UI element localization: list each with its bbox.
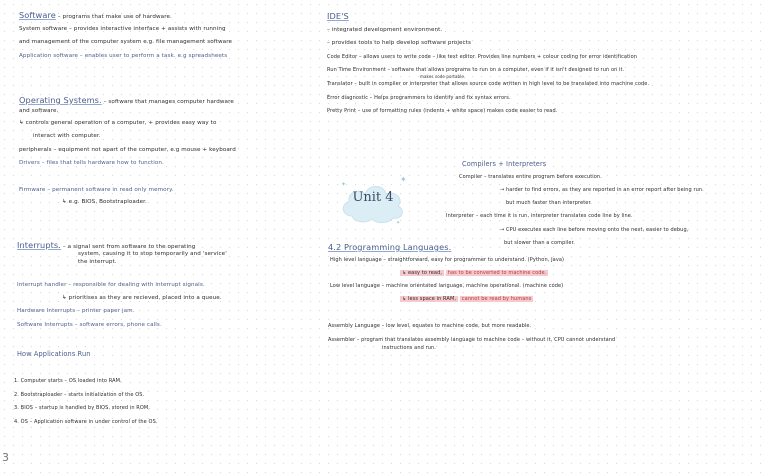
- high-level-note: High level language – straightforward, easy for programmer to understand. (Python, Java): [330, 257, 565, 263]
- application-software-note: Application software – enables user to perform a task. e.g spreadsheets: [19, 53, 228, 59]
- os-definition-cont: and software.: [19, 108, 59, 114]
- interrupt-handler-note-cont: ↳ prioritises as they are recieved, placed into a queue.: [62, 295, 222, 301]
- how-apps-title: How Applications Run: [17, 350, 91, 358]
- interrupt-handler-note: Interrupt handler – responsible for dealing with interrupt signals.: [17, 282, 205, 288]
- drivers-note: Drivers – files that tells hardware how to function.: [19, 160, 164, 166]
- ide-heading-line: [327, 11, 349, 22]
- high-level-con: has to be converted to machine code.: [447, 270, 547, 276]
- svg-text:✦: ✦: [396, 220, 401, 226]
- firmware-example: ↳ e.g. BIOS, Bootstraploader.: [62, 199, 147, 205]
- assembler-note: Assembler – program that translates assembly language to machine code – without it, CPU cannot understand: [328, 337, 616, 343]
- low-level-pro: ↳ less space in RAM,: [402, 296, 457, 302]
- compiler-note-end: but much faster than interpreter.: [506, 200, 592, 206]
- interrupts-definition-end: the interrupt.: [78, 259, 117, 265]
- system-software-note-cont: and management of the computer system e.g. file management software: [19, 39, 233, 45]
- interrupts-title: Interrupts.: [17, 240, 62, 250]
- svg-text:✦: ✦: [400, 175, 407, 184]
- low-level-con: cannot be read by humans: [461, 296, 532, 302]
- runtime-small-note: makes code portable.: [420, 74, 466, 79]
- os-controls-note-cont: interact with computer.: [33, 133, 101, 139]
- prog-lang-heading-line: [328, 242, 451, 253]
- os-controls-note: ↳ controls general operation of a computer, + provides easy way to: [19, 120, 217, 126]
- ide-title: IDE'S: [327, 11, 349, 21]
- step-item: 1. Computer starts – OS loaded into RAM.: [14, 378, 122, 384]
- ide-definition-cont: – provides tools to help develop software projects: [327, 40, 471, 46]
- compilers-title: Compilers + Interpreters: [462, 160, 547, 168]
- interpreter-note-end: but slower than a compiler.: [504, 240, 575, 246]
- software-heading-line: [19, 10, 172, 21]
- code-editor-note: Code Editor – allows users to write code – like text editor. Provides line numbers + colour coding for error identification: [327, 54, 638, 60]
- os-definition: – software that manages computer hardware: [103, 99, 234, 105]
- software-interrupts-note: Software Interrupts – software errors, phone calls.: [17, 322, 162, 328]
- compiler-note-cont: → harder to find errors, as they are reported in an error report after being run.: [500, 187, 704, 193]
- firmware-note: Firmware – permanent software in read only memory.: [19, 187, 174, 193]
- pretty-print-note: Pretty Print – use of formatting rules (indents + white space) makes code easier to read.: [327, 108, 558, 114]
- translator-note: Translator – built in compiler or interpreter that allows source code written in high level to be translated into machine code.: [327, 81, 650, 87]
- prog-lang-title: 4.2 Programming Languages.: [328, 242, 452, 252]
- os-heading-line: [19, 95, 234, 106]
- assembly-note: Assembly Language – low level, equates to machine code, but more readable.: [328, 323, 532, 329]
- step-item: 4. OS – Application software in under control of the OS.: [14, 419, 158, 425]
- error-diagnostic-note: Error diagnostic – Helps programmers to identify and fix syntax errors.: [327, 95, 511, 101]
- peripherals-note: peripherals – equipment not apart of the computer, e.g mouse + keyboard: [19, 147, 236, 153]
- interrupts-definition-cont: system, causing it to stop temporarily and 'service': [78, 251, 227, 257]
- interrupts-definition: – a signal sent from software to the operating: [62, 244, 196, 250]
- low-level-note: Low level language – machine orientated language, machine operational. (machine code): [330, 283, 564, 289]
- interpreter-note: Interpreter – each time it is run, interpreter translates code line by line.: [446, 213, 633, 219]
- low-level-note-cont: [400, 296, 533, 303]
- how-apps-heading-line: [17, 350, 91, 359]
- page-number: 3: [2, 451, 9, 464]
- compilers-heading-line: [462, 160, 546, 169]
- hardware-interrupts-note: Hardware Interrupts – printer paper jam.: [17, 308, 135, 314]
- software-title: Software: [19, 10, 56, 20]
- compiler-note: Compiler – translates entire program before execution.: [459, 174, 602, 180]
- os-title: Operating Systems.: [19, 95, 102, 105]
- runtime-note: Run Time Environment – software that allows programs to run on a computer, even if it isn't designed to run on it.: [327, 67, 625, 73]
- interpreter-note-cont: → CPU executes each line before moving onto the next, easier to debug,: [500, 227, 689, 233]
- system-software-note: System software – provides interactive interface + assists with running: [19, 26, 226, 32]
- unit-label: Unit 4: [352, 190, 394, 205]
- high-level-note-cont: [400, 270, 548, 277]
- unit-cloud: [338, 172, 408, 228]
- svg-text:✦: ✦: [341, 181, 347, 188]
- assembler-note-cont: instructions and run.: [382, 345, 436, 351]
- high-level-pro: ↳ easy to read,: [402, 270, 443, 276]
- ide-definition: – integrated development environment.: [327, 27, 443, 33]
- interrupts-heading-line: [17, 240, 195, 251]
- step-item: 2. Bootstraploader – starts initialization of the OS.: [14, 392, 145, 398]
- step-item: 3. BIOS – startup is handled by BIOS, stored in ROM.: [14, 405, 151, 411]
- software-definition: – programs that make use of hardware.: [57, 14, 172, 20]
